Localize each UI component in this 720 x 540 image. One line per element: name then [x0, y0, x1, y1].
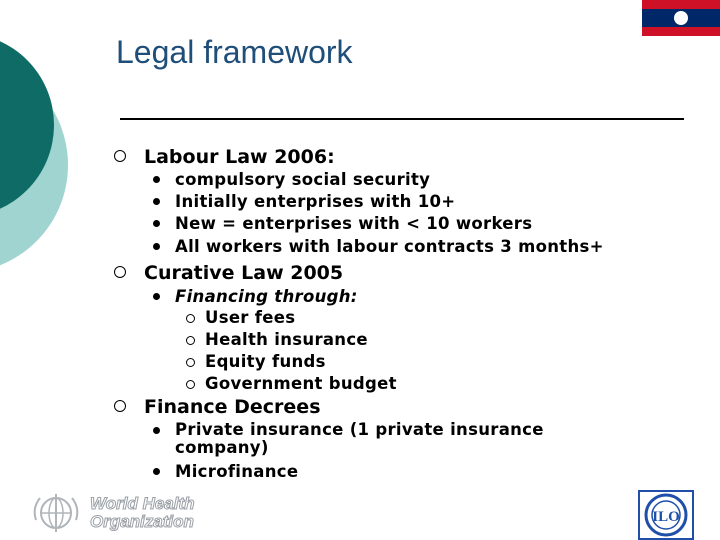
list-item: User fees [205, 308, 295, 327]
dot-bullet-icon [153, 198, 160, 205]
dot-bullet-icon [153, 243, 160, 250]
list-item: Financing through: [175, 287, 358, 306]
dot-bullet-icon [153, 293, 160, 300]
dot-bullet-icon [153, 468, 160, 475]
svg-text:ILO: ILO [652, 509, 680, 525]
bullet-text: Labour Law 2006: [144, 146, 335, 168]
dot-bullet-icon [153, 176, 160, 183]
decorative-teal-shapes [0, 0, 100, 300]
bullet-text: Finance Decrees [144, 396, 321, 418]
hollow-bullet-icon [114, 400, 126, 412]
ilo-logo-icon [638, 490, 694, 540]
who-emblem-icon [30, 490, 82, 536]
list-item: Private insurance (1 private insurance company) [175, 421, 605, 457]
list-item: compulsory social security [175, 170, 430, 189]
title-divider [120, 118, 684, 120]
list-item: Government budget [205, 374, 397, 393]
bullet-finance-decrees [144, 396, 321, 418]
who-wordmark: World Health Organization [90, 494, 195, 531]
hollow-bullet-icon [186, 314, 195, 323]
dot-bullet-icon [153, 220, 160, 227]
hollow-bullet-icon [186, 380, 195, 389]
bullet-curative-law [144, 262, 343, 284]
hollow-bullet-icon [114, 266, 126, 278]
bullet-text: Curative Law 2005 [144, 262, 344, 284]
list-item: Health insurance [205, 330, 368, 349]
list-item: Initially enterprises with 10+ [175, 192, 455, 211]
list-item: Equity funds [205, 352, 326, 371]
dot-bullet-icon [153, 427, 160, 434]
laos-flag-icon [642, 0, 720, 36]
hollow-bullet-icon [186, 336, 195, 345]
page-title: Legal framework [116, 34, 353, 70]
hollow-bullet-icon [114, 150, 126, 162]
list-item: Microfinance [175, 462, 298, 481]
list-item: All workers with labour contracts 3 months+ [175, 237, 604, 256]
who-logo [30, 490, 195, 536]
bullet-labour-law [144, 146, 335, 168]
hollow-bullet-icon [186, 358, 195, 367]
list-item: New = enterprises with < 10 workers [175, 214, 532, 233]
